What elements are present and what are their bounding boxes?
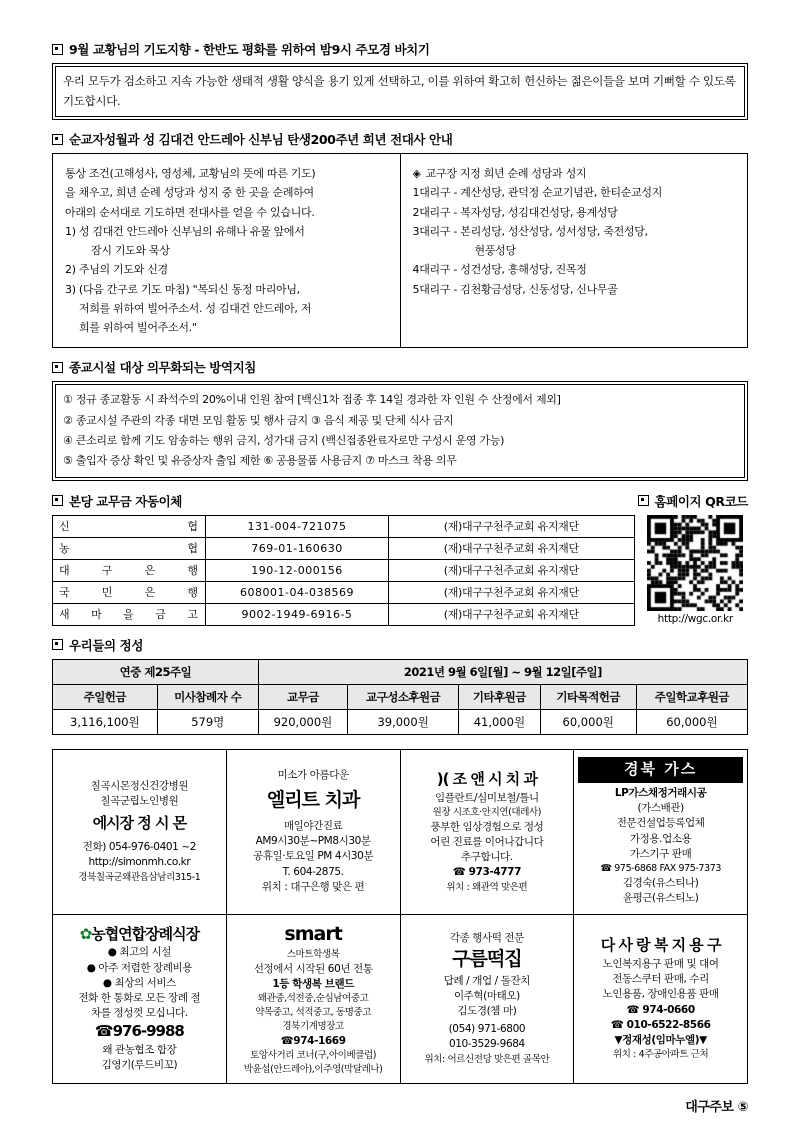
ad-row — [53, 914, 748, 1083]
ad-line: 다 사 랑 복 지 용 구 — [600, 936, 721, 955]
indulgence-line: 3) (다음 간구로 기도 마침) "복되신 동정 마리아님, — [65, 282, 300, 296]
ad-detail: 원장 시조호·안지연(대레사) — [432, 807, 542, 818]
footer-label: 대구주보 — [685, 1100, 734, 1115]
section-heading-indulgence-label: 순교자성월과 성 김대건 안드레아 신부님 탄생200주년 희년 전대사 안내 — [69, 132, 453, 148]
ad-line: 경북 가스 — [578, 757, 743, 783]
ad-detail: 풍부한 임상경험으로 정성 — [430, 820, 544, 833]
ad-detail: ▼정재성(임마누엘)▼ — [614, 1034, 707, 1047]
qr-code-block — [643, 515, 748, 625]
qr-code-icon[interactable] — [647, 515, 743, 611]
pilgrimage-line: 3대리구 - 본리성당, 성산성당, 성서성당, 죽전성당, — [412, 224, 648, 238]
account-number: 190-12-000156 — [206, 559, 389, 581]
indulgence-box — [52, 153, 748, 348]
section-heading-accounts — [52, 492, 182, 510]
accounts-heading-row — [52, 492, 748, 510]
table-row — [53, 709, 748, 734]
pilgrimage-line: 1대리구 - 계산성당, 관덕정 순교기념관, 한티순교성지 — [412, 186, 663, 200]
ad-smart-school-uniform[interactable] — [226, 914, 400, 1083]
section-heading-indulgence — [52, 130, 748, 148]
section-heading-accounts-label: 본당 교무금 자동이체 — [69, 493, 182, 509]
ad-phone: ☎ 974-0660 — [626, 1003, 695, 1016]
offering-date-range: 2021년 9월 6일[월] ~ 9월 12일[주일] — [258, 659, 747, 684]
column-header: 기타목적헌금 — [540, 684, 636, 709]
account-holder: (재)대구구천주교회 유지재단 — [389, 581, 635, 603]
ad-detail: 전화) 054-976-0401 ~2 — [82, 841, 197, 854]
square-bullet-icon — [52, 134, 63, 145]
bank-name: 국 민 은 행 — [53, 581, 206, 603]
bank-name: 새 마 을 금 고 — [53, 603, 206, 625]
ad-detail: 전동스쿠터 판매, 수리 — [612, 973, 709, 986]
square-bullet-icon — [638, 495, 649, 506]
qr-url[interactable]: http://wgc.or.kr — [657, 612, 733, 625]
ad-detail: 노인복지용구 판매 및 대여 — [602, 957, 719, 970]
column-header: 미사참례자 수 — [157, 684, 258, 709]
indulgence-line: 잠시 기도와 묵상 — [91, 244, 170, 258]
ad-line: 칠곡군립노인병원 — [100, 795, 179, 808]
ad-detail: 경북기계명장고 — [282, 1021, 344, 1032]
ad-phone: ☎974-1669 — [280, 1034, 346, 1047]
indulgence-line: 을 채우고, 희년 순례 성당과 성지 중 한 곳을 순례하여 — [65, 186, 314, 200]
ad-detail: 위치 : 왜관역 맞은편 — [446, 881, 528, 893]
ad-detail: 김도경(쳄 마) — [457, 1005, 517, 1017]
offering-value: 41,000원 — [459, 709, 540, 734]
indulgence-line: 희를 위하여 빌어주소서." — [79, 321, 197, 335]
indulgence-line: 1) 성 김대건 안드레아 신부님의 유해나 유물 앞에서 — [65, 224, 305, 238]
ad-line: )( 조 앤 시 치 과 — [436, 770, 538, 789]
ad-detail: 매일야간진료 — [283, 820, 343, 833]
ad-nonghyup-funeral[interactable] — [53, 914, 227, 1083]
section-heading-prayer-label: 9월 교황님의 기도지향 - 한반도 평화를 위하여 밤9시 주모경 바치기 — [69, 42, 430, 57]
ad-gyeongbuk-gas[interactable] — [574, 749, 748, 914]
section-heading-offering-label: 우리들의 정성 — [69, 637, 144, 653]
ad-chilgok-simon-hospital[interactable] — [53, 749, 227, 914]
ad-detail: 약목중고, 석적중고, 동명중고 — [255, 1007, 372, 1019]
ad-detail: 답례 / 개업 / 돌잔치 — [443, 974, 530, 987]
ad-phone: 010-3529-9684 — [448, 1038, 525, 1051]
pilgrimage-line: 4대리구 - 성건성당, 흥해성당, 진목정 — [412, 263, 587, 277]
table-row — [53, 559, 635, 581]
account-number: 769-01-160630 — [206, 537, 389, 559]
table-row — [53, 603, 635, 625]
account-number: 9002-1949-6916-5 — [206, 603, 389, 625]
bank-name: 농 협 — [53, 537, 206, 559]
table-row — [53, 581, 635, 603]
ad-detail: ● 아주 저렴한 장례비용 — [86, 961, 192, 974]
ad-detail: 가정용.업소용 — [629, 832, 692, 845]
ad-detail: 위치: 어르신전당 맞은편 골목안 — [424, 1053, 550, 1065]
ad-title: LP가스채정거래시공 — [614, 786, 707, 799]
table-row — [53, 515, 635, 537]
offering-value: 3,116,100원 — [53, 709, 158, 734]
ad-phone: ☎976-9988 — [94, 1022, 184, 1041]
ad-detail: 노인용품, 장애인용품 판매 — [602, 988, 719, 1001]
account-holder: (재)대구구천주교회 유지재단 — [389, 537, 635, 559]
ad-phone: ☎ 973-4777 — [452, 866, 521, 879]
page-footer — [685, 1096, 748, 1115]
pilgrimage-title: 교구장 지정 희년 순례 성당과 성지 — [425, 167, 587, 181]
ad-title: 임플란트/심미보철/틀니 — [435, 791, 539, 804]
ad-detail: 전문건설업등록업체 — [616, 817, 705, 830]
bank-name: 신 협 — [53, 515, 206, 537]
offering-value: 60,000원 — [636, 709, 747, 734]
offering-value: 579명 — [157, 709, 258, 734]
quarantine-rule: ① 정규 종교활동 시 좌석수의 20%이내 인원 참여 [백신1차 접종 후 14일 경과한 자 인원 수 산정에서 제외] — [63, 393, 561, 407]
quarantine-rule: ⑤ 출입자 증상 확인 및 유증상자 출입 제한 ⑥ 공용물품 사용금지 ⑦ 마스크 착용 의무 — [63, 454, 457, 468]
ad-detail: 박윤섭(안드레아),이주영(막달레나) — [243, 1063, 383, 1075]
ad-detail: T. 604-2875. — [282, 865, 344, 878]
ad-detail: 공휴일·토요일 PM 4시30분 — [253, 850, 374, 863]
section-heading-qr-label: 홈페이지 QR코드 — [654, 493, 748, 509]
section-heading-quarantine — [52, 358, 748, 376]
account-number: 608001-04-038569 — [206, 581, 389, 603]
leaf-icon: ✿ — [79, 924, 92, 943]
square-bullet-icon — [52, 44, 63, 55]
quarantine-rules-box — [52, 381, 748, 480]
bank-name: 대 구 은 행 — [53, 559, 206, 581]
table-row — [53, 659, 748, 684]
column-header: 주일헌금 — [53, 684, 158, 709]
indulgence-conditions — [53, 154, 401, 347]
table-row — [53, 537, 635, 559]
ad-line: 각종 행사떡 전문 — [449, 931, 524, 944]
quarantine-rule: ② 종교시설 주관의 각종 대면 모임 활동 및 행사 금지 ③ 음식 제공 및 단체 식사 금지 — [63, 413, 454, 427]
offering-value: 920,000원 — [258, 709, 347, 734]
account-holder: (재)대구구천주교회 유지재단 — [389, 515, 635, 537]
page-number: ⑤ — [737, 1100, 748, 1115]
prayer-intention-text: 우리 모두가 검소하고 지속 가능한 생태적 생활 양식을 용기 있게 선택하고, 이를 위하여 확고히 헌신하는 젊은이들을 보며 기뻐할 수 있도록 기도합시다. — [63, 74, 736, 108]
ad-line: 농협연합장례식장 — [91, 924, 200, 943]
ad-title: 에시장 정 시 몬 — [92, 814, 187, 833]
column-header: 교무금 — [258, 684, 347, 709]
indulgence-pilgrimage-list — [401, 154, 748, 347]
ad-detail: 위치 : 4주공아파트 근처 — [612, 1049, 709, 1061]
indulgence-line: 아래의 순서대로 기도하면 전대사를 얻을 수 있습니다. — [65, 205, 315, 219]
ad-detail: (가스배관) — [637, 802, 684, 815]
ad-detail: 윤평근(유스티노) — [622, 892, 699, 905]
ad-detail: 차를 정성껏 모십니다. — [91, 1007, 188, 1020]
ad-phone: (054) 971-6800 — [448, 1023, 526, 1036]
pilgrimage-line: 5대리구 - 김천황금성당, 신동성당, 신나무골 — [412, 282, 618, 296]
square-bullet-icon — [52, 362, 63, 373]
pilgrimage-line: 2대리구 - 복자성당, 성김대건성당, 용계성당 — [412, 205, 618, 219]
quarantine-rule: ④ 큰소리로 함께 기도 암송하는 행위 금지, 성가대 금지 (백신접종완료자로만 구성시 운영 가능) — [63, 434, 505, 448]
ad-detail: AM9시30분~PM8시30분 — [255, 835, 371, 848]
offering-value: 39,000원 — [348, 709, 459, 734]
ad-title: 스마트학생복 — [286, 949, 340, 961]
column-header: 교구성소후원금 — [348, 684, 459, 709]
ad-detail[interactable]: http://simonmh.co.kr — [88, 856, 191, 869]
ad-title: 구름떡집 — [452, 948, 522, 971]
ad-detail: 1등 학생복 브랜드 — [272, 978, 354, 991]
advertisement-grid — [52, 749, 748, 1084]
indulgence-line: 저희를 위하여 빌어주소서. 성 김대건 안드레아, 저 — [79, 301, 312, 315]
account-table — [52, 515, 635, 626]
ad-row — [53, 749, 748, 914]
ad-detail: 가스기구 판매 — [629, 847, 692, 860]
ad-detail: 경북칠곡군왜관읍삼남리315-1 — [78, 871, 201, 883]
ad-title: 엘리트 치과 — [266, 788, 360, 811]
ad-joe-and-c-dental[interactable] — [400, 749, 574, 914]
ad-logo-text: smart — [284, 922, 342, 945]
section-heading-quarantine-label: 종교시설 대상 의무화되는 방역지침 — [69, 360, 256, 376]
table-row — [53, 684, 748, 709]
ad-elite-dental[interactable] — [226, 749, 400, 914]
ad-detail: ● 최상의 서비스 — [102, 976, 176, 989]
ad-detail: 위치 : 대구은행 맞은 편 — [261, 880, 365, 893]
offering-table — [52, 659, 748, 735]
ad-detail: 어린 진료를 이어나갑니다 — [430, 835, 544, 848]
section-heading-qr — [638, 492, 748, 510]
offering-week-label: 연중 제25주일 — [53, 659, 259, 684]
ad-gureum-rice-cake[interactable] — [400, 914, 574, 1083]
account-holder: (재)대구구천주교회 유지재단 — [389, 559, 635, 581]
indulgence-line: 통상 조건(고해성사, 영성체, 교황님의 뜻에 따른 기도) — [65, 167, 316, 181]
ad-line: 칠곡시몬정신건강병원 — [90, 780, 189, 793]
square-bullet-icon — [52, 639, 63, 650]
ad-detail: 전화 한 통화로 모든 장례 절 — [78, 992, 201, 1004]
ad-phone: ☎ 010-6522-8566 — [610, 1018, 711, 1031]
offering-value: 60,000원 — [540, 709, 636, 734]
pilgrimage-line: 현풍성당 — [474, 244, 516, 258]
indulgence-line: 2) 주님의 기도와 신경 — [65, 263, 168, 277]
column-header: 주일학교후원금 — [636, 684, 747, 709]
ad-detail: 선정에서 시작된 60년 전통 — [253, 963, 373, 976]
ad-phone: ☎ 975-6868 FAX 975-7373 — [600, 863, 722, 875]
ad-detail: 추구합니다. — [461, 851, 513, 864]
account-holder: (재)대구구천주교회 유지재단 — [389, 603, 635, 625]
column-header: 기타후원금 — [459, 684, 540, 709]
diamond-bullet-icon: ◈ — [412, 167, 421, 181]
ad-detail: 김영기(루드비꼬) — [101, 1059, 178, 1072]
prayer-intention-box — [52, 63, 748, 120]
account-number: 131-004-721075 — [206, 515, 389, 537]
section-heading-prayer — [52, 40, 748, 58]
ad-detail: ● 최고의 시설 — [107, 946, 172, 959]
ad-dasarang-welfare[interactable] — [574, 914, 748, 1083]
ad-detail: 왜 관농협조 합장 — [102, 1044, 177, 1057]
ad-detail: 김경숙(유스티나) — [622, 876, 699, 889]
ad-detail: 이주혁(마태오) — [453, 989, 520, 1002]
section-heading-offering — [52, 636, 748, 654]
ad-detail: 토앙사거리 코너(구,아이베클럽) — [250, 1049, 377, 1061]
ad-line: 미소가 아름다운 — [277, 769, 349, 782]
square-bullet-icon — [52, 495, 63, 506]
ad-detail: 왜관중,석전중,순심남여중고 — [257, 993, 369, 1005]
